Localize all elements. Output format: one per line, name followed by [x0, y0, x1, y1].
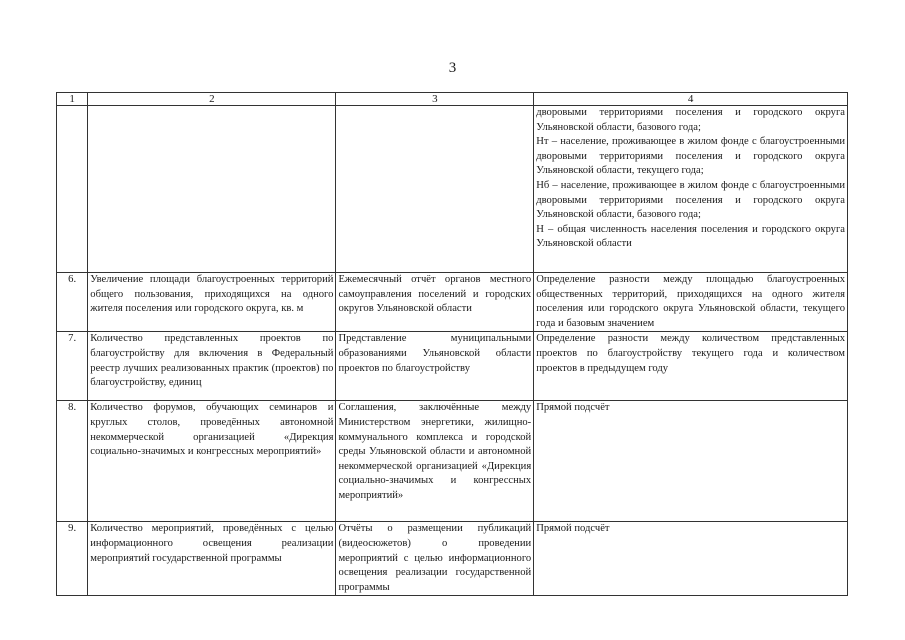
- indicator-cell: Увеличение площади благоустроенных территорий общего пользования, приходящихся на одного жителя поселения или городского округа, кв. м: [88, 273, 336, 332]
- formula-line: Нб – население, проживающее в жилом фонде с благоустроенными дворовыми территориями поселения и городского округа Ульяновской области, базового года;: [536, 179, 845, 221]
- formula-line: дворовыми территориями поселения и городского округа Ульяновской области, базового года;: [536, 107, 845, 133]
- continued-indicator-cell: [88, 106, 336, 273]
- indicator-cell: Количество представленных проектов по благоустройству для включения в Федеральный реестр лучших реализованных практик (проектов) по благоустройству, единиц: [88, 332, 336, 401]
- column-header-2: 2: [88, 93, 336, 106]
- row-number: 8.: [57, 401, 88, 522]
- method-cell: Прямой подсчёт: [534, 401, 848, 522]
- table-row: [57, 332, 848, 401]
- table-row: [57, 522, 848, 596]
- method-cell: Прямой подсчёт: [534, 522, 848, 596]
- table-row: [57, 401, 848, 522]
- method-cell: Определение разности между площадью благоустроенных общественных территорий, приходящихся на одного жителя поселения или городского округа Ульяновской области, текущего года и базовым значением: [534, 273, 848, 332]
- table-header-row: [57, 93, 848, 106]
- source-cell: Отчёты о размещении публикаций (видеосюжетов) о проведении мероприятий с целью информационного освещения реализации государственной программы: [336, 522, 534, 596]
- continued-num-cell: [57, 106, 88, 273]
- row-number: 6.: [57, 273, 88, 332]
- table-row-continued: [57, 106, 848, 273]
- source-cell: Ежемесячный отчёт органов местного самоуправления поселений и городских округов Ульяновской области: [336, 273, 534, 332]
- formula-line: Н – общая численность населения поселения и городского округа Ульяновской области: [536, 223, 845, 250]
- column-header-1: 1: [57, 93, 88, 106]
- continued-source-cell: [336, 106, 534, 273]
- table-row: [57, 273, 848, 332]
- indicator-cell: Количество форумов, обучающих семинаров и круглых столов, проведённых автономной некоммерческой организацией «Дирекция социально-значимых и конгрессных мероприятий»: [88, 401, 336, 522]
- row-number: 9.: [57, 522, 88, 596]
- column-header-4: 4: [534, 93, 848, 106]
- indicators-table: [56, 92, 848, 596]
- column-header-3: 3: [336, 93, 534, 106]
- continued-method-cell: [534, 106, 848, 273]
- method-cell: Определение разности между количеством представленных проектов по благоустройству текущего года и количеством проектов в предыдущем году: [534, 332, 848, 401]
- page-number: 3: [448, 60, 457, 76]
- source-cell: Соглашения, заключённые между Министерством энергетики, жилищно-коммунального комплекса и городской среды Ульяновской области и автономной некоммерческой организацией «Дирекция социально-значимых и конгрессных мероприятий»: [336, 401, 534, 522]
- row-number: 7.: [57, 332, 88, 401]
- indicator-cell: Количество мероприятий, проведённых с целью информационного освещения реализации мероприятий государственной программы: [88, 522, 336, 596]
- formula-line: Нт – население, проживающее в жилом фонде с благоустроенными дворовыми территориями поселения и городского округа Ульяновской области, текущего года;: [536, 136, 845, 177]
- source-cell: Представление муниципальными образованиями Ульяновской области проектов по благоустройству: [336, 332, 534, 401]
